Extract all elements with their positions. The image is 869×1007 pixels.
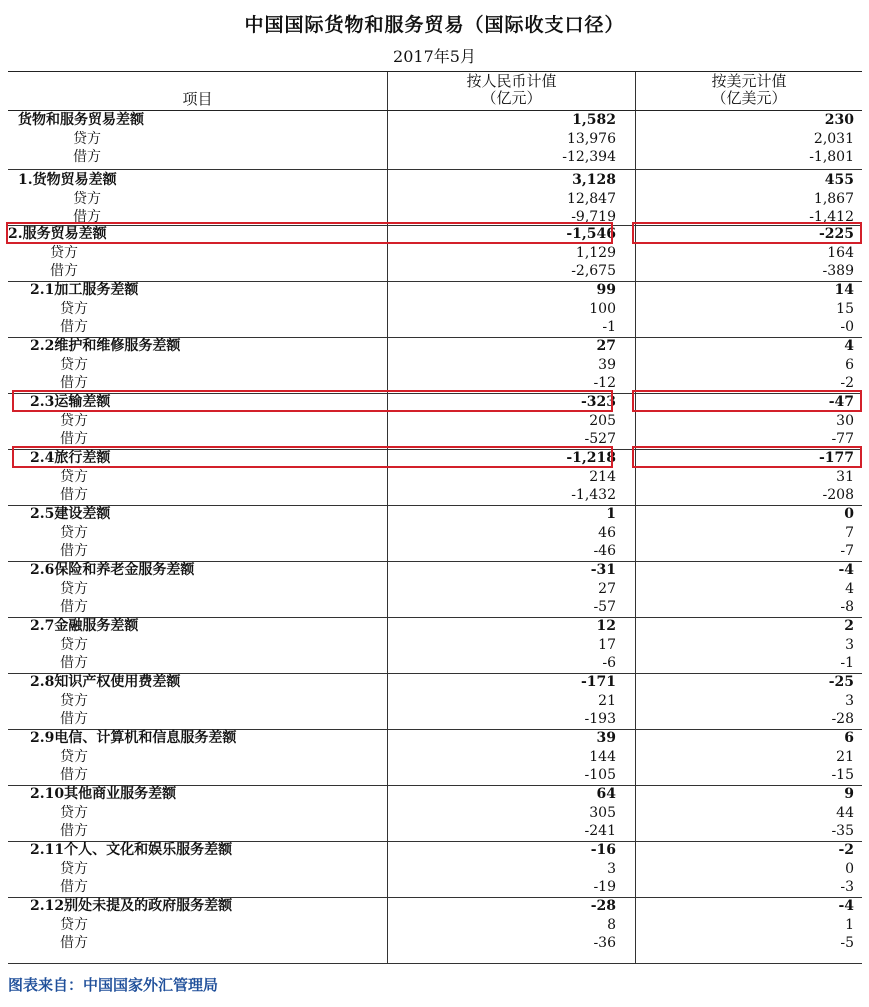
table-row — [8, 561, 862, 580]
row-group — [8, 673, 862, 730]
rmb-value: -1,546 — [566, 226, 616, 242]
rmb-value: -105 — [584, 767, 616, 783]
table-header — [8, 71, 862, 111]
table-row-debit — [8, 148, 862, 166]
row-label: 1.货物贸易差额 — [18, 172, 117, 188]
rmb-value: -2,675 — [571, 263, 616, 279]
table-row-credit — [8, 130, 862, 148]
row-label: 贷方 — [60, 357, 88, 373]
page-title: 中国国际货物和服务贸易（国际收支口径） — [244, 14, 625, 36]
table-row-debit — [8, 542, 862, 560]
row-label: 借方 — [60, 487, 88, 503]
table-row — [8, 617, 862, 636]
table-bottom-rule — [8, 963, 862, 964]
usd-value: 1 — [845, 917, 854, 933]
row-group — [8, 841, 862, 898]
rmb-value: 3 — [607, 861, 616, 877]
row-label: 2.10其他商业服务差额 — [30, 786, 177, 802]
table-row — [8, 505, 862, 524]
table-row-credit — [8, 300, 862, 318]
table-row-credit — [8, 244, 862, 262]
usd-value: -2 — [838, 842, 854, 858]
rmb-value: 8 — [607, 917, 616, 933]
row-label: 借方 — [60, 935, 88, 951]
rmb-value: 1 — [606, 506, 616, 522]
usd-value: 164 — [827, 245, 854, 261]
usd-value: -47 — [828, 394, 854, 410]
rmb-value: 39 — [598, 357, 616, 373]
usd-value: -8 — [840, 599, 854, 615]
table-row — [8, 449, 862, 468]
row-group — [8, 169, 862, 226]
usd-value: -5 — [840, 935, 854, 951]
usd-value: -15 — [831, 767, 854, 783]
usd-value: 6 — [844, 730, 854, 746]
usd-value: 2 — [844, 618, 854, 634]
row-group — [8, 393, 862, 450]
header-item: 项目 — [182, 90, 213, 108]
rmb-value: -6 — [602, 655, 616, 671]
rmb-value: 13,976 — [567, 131, 616, 147]
row-label: 贷方 — [60, 805, 88, 821]
row-label: 货物和服务贸易差额 — [18, 112, 144, 128]
row-label: 贷方 — [73, 131, 101, 147]
row-label: 借方 — [60, 375, 88, 391]
rmb-value: -241 — [584, 823, 616, 839]
usd-value: 455 — [824, 172, 854, 188]
usd-value: -28 — [831, 711, 854, 727]
row-label: 借方 — [60, 767, 88, 783]
rmb-value: 27 — [596, 338, 616, 354]
rmb-value: -1,432 — [571, 487, 616, 503]
rmb-value: -19 — [593, 879, 616, 895]
usd-value: 2,031 — [813, 131, 854, 147]
row-label: 2.11个人、文化和娱乐服务差额 — [30, 842, 233, 858]
rmb-value: 3,128 — [572, 172, 616, 188]
rmb-value: -1 — [602, 319, 616, 335]
usd-value: -225 — [818, 226, 854, 242]
usd-value: -77 — [831, 431, 854, 447]
table-row — [8, 225, 862, 244]
rmb-value: -57 — [593, 599, 616, 615]
row-label: 2.7金融服务差额 — [30, 618, 139, 634]
rmb-value: 39 — [596, 730, 616, 746]
rmb-value: 64 — [596, 786, 616, 802]
usd-value: 9 — [844, 786, 854, 802]
row-group — [8, 617, 862, 674]
row-label: 借方 — [60, 879, 88, 895]
rmb-value: -28 — [590, 898, 616, 914]
table-row-credit — [8, 412, 862, 430]
header-usd-line1: 按美元计值 — [711, 72, 787, 90]
row-label: 2.服务贸易差额 — [8, 226, 107, 242]
table-row — [8, 729, 862, 748]
row-label: 借方 — [60, 655, 88, 671]
table-row-credit — [8, 804, 862, 822]
header-rmb-line2: （亿元） — [481, 89, 542, 107]
row-group — [8, 505, 862, 562]
rmb-value: -1,218 — [566, 450, 616, 466]
source-note: 图表来自：中国国家外汇管理局 — [8, 976, 219, 994]
usd-value: 4 — [844, 338, 854, 354]
row-label: 借方 — [50, 263, 78, 279]
row-label: 贷方 — [60, 525, 88, 541]
usd-value: -1,412 — [809, 209, 854, 225]
table-row-credit — [8, 636, 862, 654]
table-row-credit — [8, 692, 862, 710]
rmb-value: 214 — [589, 469, 616, 485]
usd-value: -3 — [840, 879, 854, 895]
usd-value: 3 — [845, 693, 854, 709]
rmb-value: -36 — [593, 935, 616, 951]
usd-value: 0 — [844, 506, 854, 522]
table-row-debit — [8, 318, 862, 336]
rmb-value: -16 — [590, 842, 616, 858]
table-row-debit — [8, 486, 862, 504]
usd-value: -0 — [840, 319, 854, 335]
rmb-value: 205 — [589, 413, 616, 429]
row-group — [8, 109, 862, 170]
rmb-value: 17 — [598, 637, 616, 653]
row-label: 贷方 — [50, 245, 78, 261]
row-label: 贷方 — [60, 693, 88, 709]
row-label: 2.12别处未提及的政府服务差额 — [30, 898, 233, 914]
table-row — [8, 281, 862, 300]
usd-value: 6 — [845, 357, 854, 373]
row-label: 借方 — [73, 209, 101, 225]
rmb-value: -9,719 — [571, 209, 616, 225]
table-row — [8, 841, 862, 860]
table-row-credit — [8, 524, 862, 542]
table-row-debit — [8, 598, 862, 616]
rmb-value: 99 — [596, 282, 616, 298]
row-group — [8, 449, 862, 506]
usd-value: -2 — [840, 375, 854, 391]
table-row — [8, 785, 862, 804]
usd-value: -4 — [838, 898, 854, 914]
header-rmb — [388, 73, 635, 107]
rmb-value: 21 — [598, 693, 616, 709]
row-label: 贷方 — [60, 917, 88, 933]
row-group — [8, 561, 862, 618]
table-row-credit — [8, 580, 862, 598]
usd-value: 14 — [834, 282, 854, 298]
table-row-debit — [8, 822, 862, 840]
table-row-debit — [8, 934, 862, 952]
row-group — [8, 337, 862, 394]
usd-value: -389 — [822, 263, 854, 279]
row-label: 贷方 — [60, 469, 88, 485]
header-usd-line2: （亿美元） — [711, 89, 787, 107]
row-label: 借方 — [73, 149, 101, 165]
table-row-debit — [8, 374, 862, 392]
usd-value: 15 — [836, 301, 854, 317]
table-row — [8, 673, 862, 692]
usd-value: 0 — [845, 861, 854, 877]
trade-table — [8, 71, 862, 964]
rmb-value: 12,847 — [567, 191, 616, 207]
usd-value: 1,867 — [813, 191, 854, 207]
rmb-value: -323 — [580, 394, 616, 410]
row-label: 2.9电信、计算机和信息服务差额 — [30, 730, 237, 746]
row-label: 贷方 — [60, 749, 88, 765]
table-row — [8, 111, 862, 130]
row-label: 贷方 — [60, 637, 88, 653]
row-label: 借方 — [60, 543, 88, 559]
usd-value: -35 — [831, 823, 854, 839]
row-label: 借方 — [60, 599, 88, 615]
row-label: 借方 — [60, 319, 88, 335]
rmb-value: 12 — [596, 618, 616, 634]
table-row-debit — [8, 430, 862, 448]
row-group — [8, 281, 862, 338]
rmb-value: -171 — [580, 674, 616, 690]
rmb-value: 46 — [598, 525, 616, 541]
usd-value: 44 — [836, 805, 854, 821]
table-row-debit — [8, 710, 862, 728]
usd-value: -25 — [828, 674, 854, 690]
rmb-value: -12 — [593, 375, 616, 391]
usd-value: -4 — [838, 562, 854, 578]
table-row-credit — [8, 916, 862, 934]
row-group — [8, 225, 862, 282]
row-label: 贷方 — [60, 581, 88, 597]
rmb-value: 1,582 — [572, 112, 616, 128]
row-label: 2.5建设差额 — [30, 506, 111, 522]
usd-value: -1 — [840, 655, 854, 671]
row-label: 2.1加工服务差额 — [30, 282, 139, 298]
usd-value: 21 — [836, 749, 854, 765]
usd-value: 31 — [836, 469, 854, 485]
usd-value: 3 — [845, 637, 854, 653]
table-row-credit — [8, 190, 862, 208]
table-row — [8, 897, 862, 916]
row-label: 贷方 — [60, 301, 88, 317]
rmb-value: 1,129 — [575, 245, 616, 261]
rmb-value: -12,394 — [562, 149, 616, 165]
row-label: 2.4旅行差额 — [30, 450, 111, 466]
table-row-credit — [8, 356, 862, 374]
table-row-debit — [8, 878, 862, 896]
table-row-debit — [8, 208, 862, 226]
header-rmb-line1: 按人民币计值 — [466, 72, 557, 90]
rmb-value: 144 — [589, 749, 616, 765]
row-label: 2.8知识产权使用费差额 — [30, 674, 181, 690]
row-label: 借方 — [60, 711, 88, 727]
row-group — [8, 785, 862, 842]
row-label: 2.6保险和养老金服务差额 — [30, 562, 195, 578]
row-label: 2.3运输差额 — [30, 394, 111, 410]
table-row-credit — [8, 860, 862, 878]
usd-value: 30 — [836, 413, 854, 429]
table-row-credit — [8, 748, 862, 766]
usd-value: 230 — [824, 112, 854, 128]
header-usd — [636, 73, 862, 107]
usd-value: 4 — [845, 581, 854, 597]
row-label: 2.2维护和维修服务差额 — [30, 338, 181, 354]
usd-value: -208 — [822, 487, 854, 503]
rmb-value: 100 — [589, 301, 616, 317]
row-label: 贷方 — [60, 413, 88, 429]
row-label: 借方 — [60, 431, 88, 447]
rmb-value: -46 — [593, 543, 616, 559]
usd-value: -1,801 — [809, 149, 854, 165]
table-row-debit — [8, 262, 862, 280]
rmb-value: 305 — [589, 805, 616, 821]
table-row — [8, 171, 862, 190]
table-row — [8, 393, 862, 412]
table-row-debit — [8, 766, 862, 784]
row-group — [8, 729, 862, 786]
rmb-value: -31 — [590, 562, 616, 578]
row-label: 借方 — [60, 823, 88, 839]
table-row-debit — [8, 654, 862, 672]
rmb-value: -193 — [584, 711, 616, 727]
row-label: 贷方 — [73, 191, 101, 207]
rmb-value: 27 — [598, 581, 616, 597]
rmb-value: -527 — [584, 431, 616, 447]
table-row-credit — [8, 468, 862, 486]
period-subtitle: 2017年5月 — [393, 47, 476, 66]
usd-value: 7 — [845, 525, 854, 541]
usd-value: -177 — [818, 450, 854, 466]
usd-value: -7 — [840, 543, 854, 559]
table-row — [8, 337, 862, 356]
row-group — [8, 897, 862, 953]
row-label: 贷方 — [60, 861, 88, 877]
